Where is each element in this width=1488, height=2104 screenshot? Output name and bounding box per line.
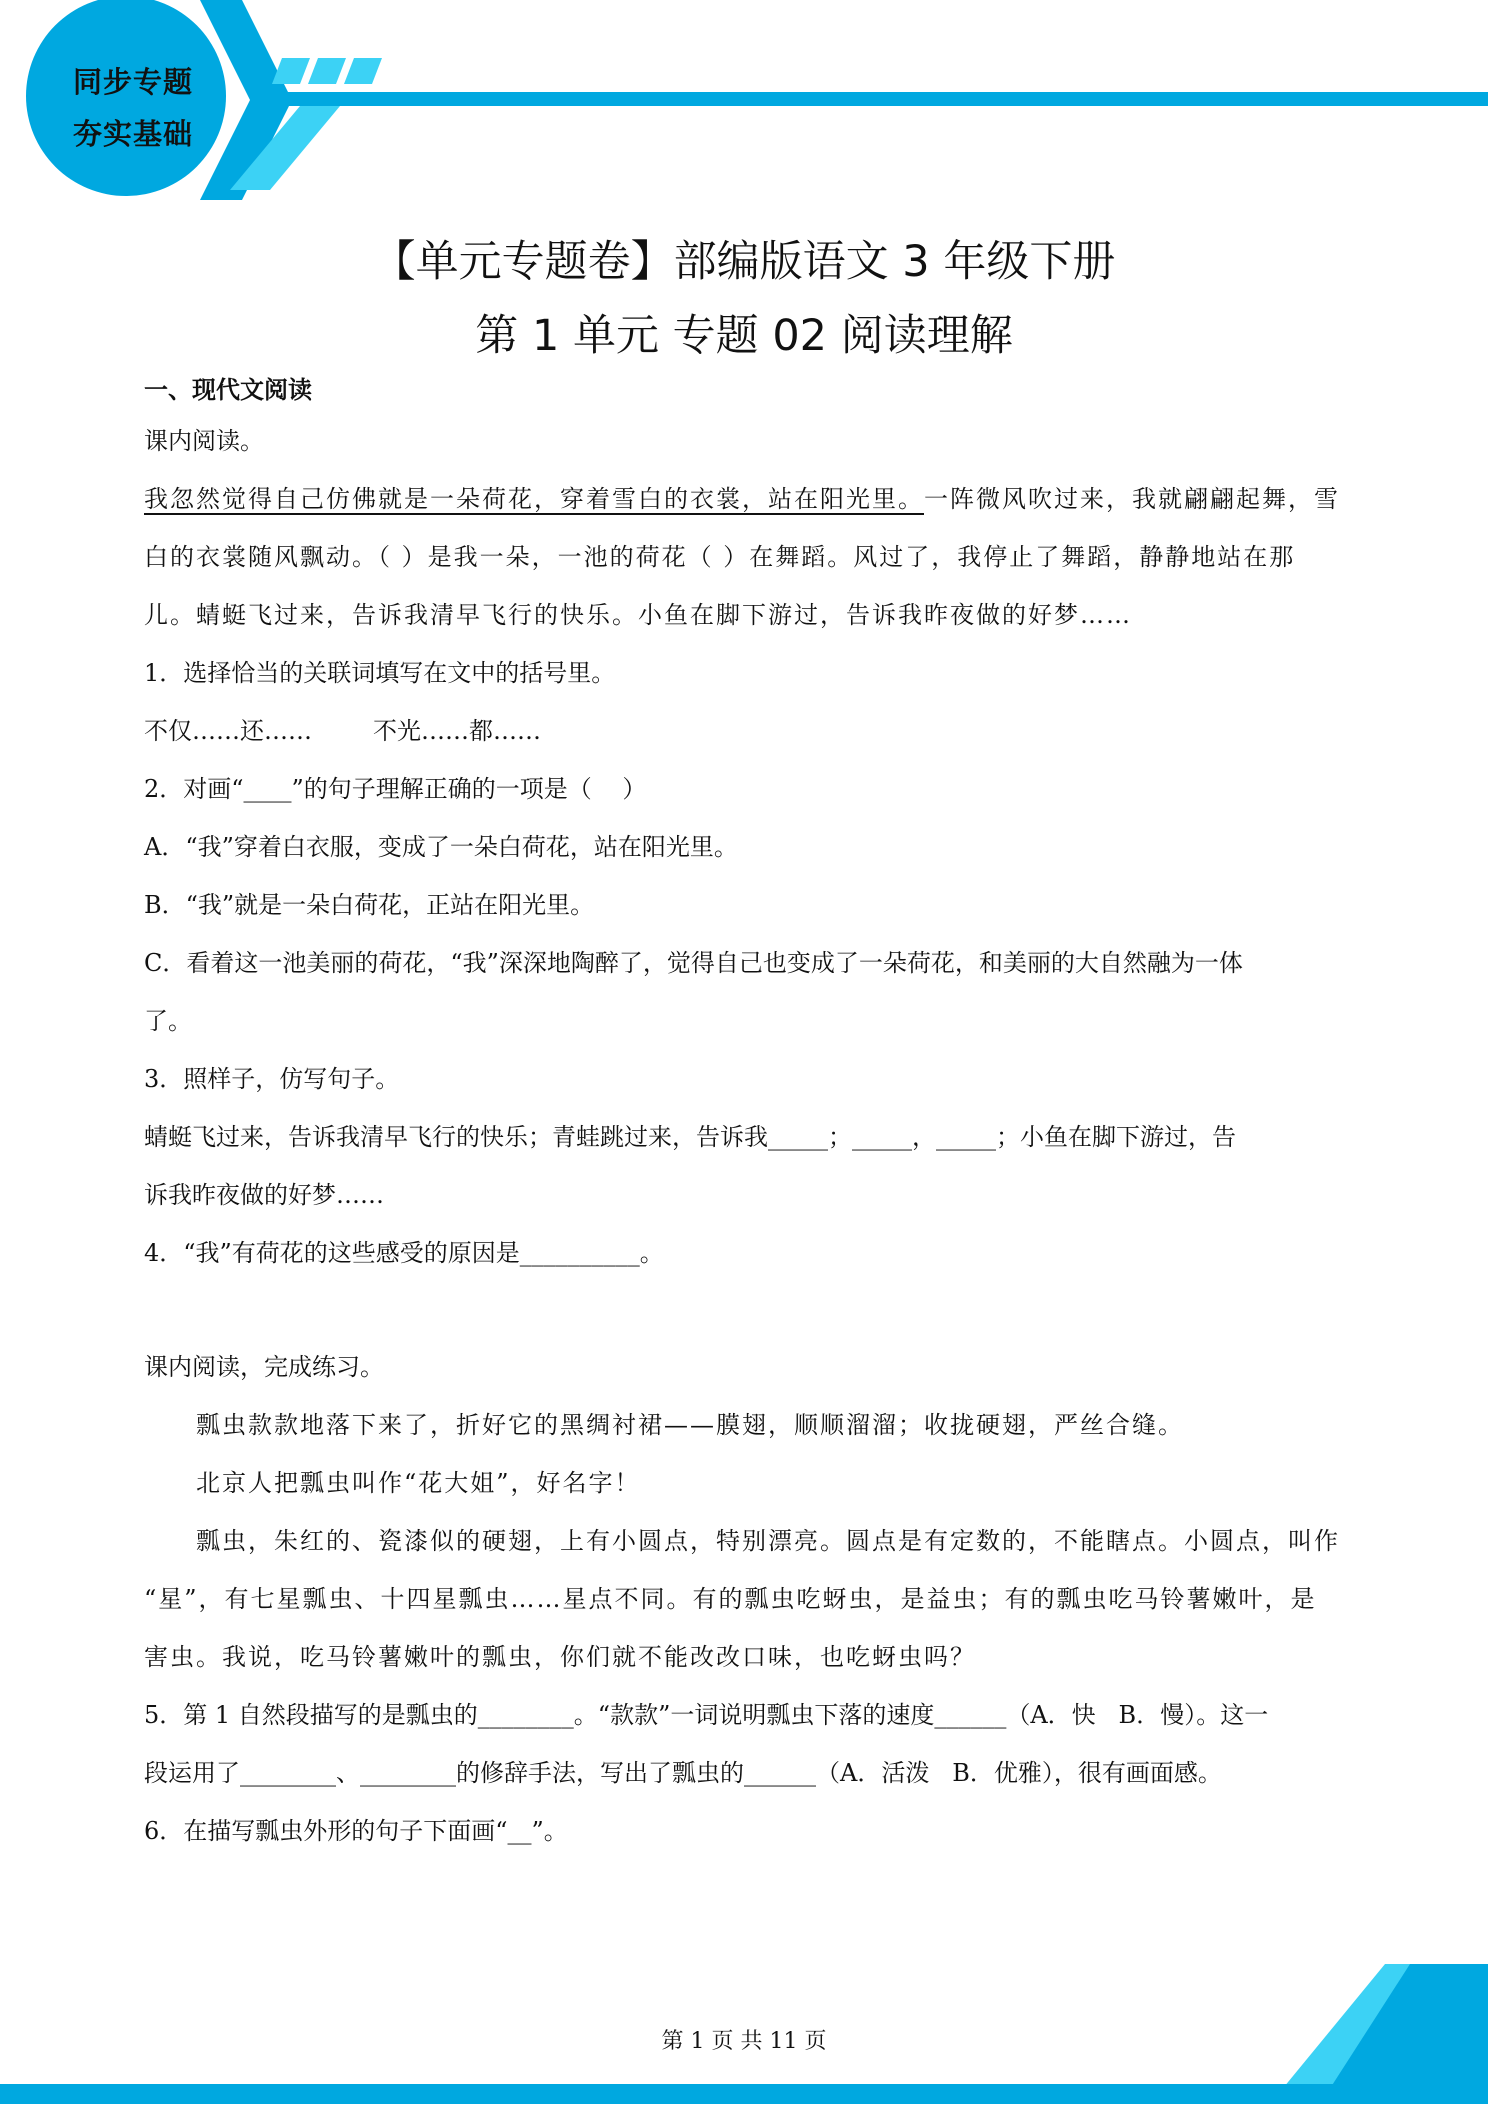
passage-line-1-rest: 一阵微风吹过来，我就翩翩起舞，雪 bbox=[924, 485, 1340, 513]
section-heading: 一、现代文阅读 bbox=[144, 376, 312, 404]
question-5: 5．第 1 自然段描写的是瓢虫的________。“款款”一词说明瓢虫下落的速度______（A．快 B．慢）。这一 bbox=[144, 1701, 1269, 1729]
passage2-paragraph-1: 瓢虫款款地落下来了，折好它的黑绸衬裙——膜翅，顺顺溜溜；收拢硬翅，严丝合缝。 bbox=[196, 1411, 1184, 1439]
reading-intro-2: 课内阅读，完成练习。 bbox=[144, 1353, 384, 1381]
passage-line-1 bbox=[144, 470, 1344, 528]
page-number: 第 1 页 共 11 页 bbox=[661, 2029, 827, 2054]
worksheet-content bbox=[144, 368, 1344, 1860]
passage2-paragraph-3-cont-2: 害虫。我说，吃马铃薯嫩叶的瓢虫，你们就不能改改口味，也吃蚜虫吗？ bbox=[144, 1643, 976, 1671]
question-3: 3．照样子，仿写句子。 bbox=[144, 1065, 400, 1093]
question-3-line-2: 诉我昨夜做的好梦…… bbox=[144, 1181, 384, 1209]
question-5-cont: 段运用了________、________的修辞手法，写出了瓢虫的______（A．活泼 B．优雅），很有画面感。 bbox=[144, 1759, 1222, 1787]
badge-line-1: 同步专题 bbox=[72, 65, 193, 99]
question-4: 4．“我”有荷花的这些感受的原因是__________。 bbox=[144, 1239, 664, 1267]
reading-intro: 课内阅读。 bbox=[144, 427, 264, 455]
question-2-option-c: C．看着这一池美丽的荷花，“我”深深地陶醉了，觉得自己也变成了一朵荷花，和美丽的大自然融为一体 bbox=[144, 949, 1243, 977]
passage-line-3: 儿。蜻蜓飞过来，告诉我清早飞行的快乐。小鱼在脚下游过，告诉我昨夜做的好梦…… bbox=[144, 601, 1132, 629]
question-2: 2．对画“____”的句子理解正确的一项是（ ） bbox=[144, 775, 647, 803]
passage2-paragraph-3: 瓢虫，朱红的、瓷漆似的硬翅，上有小圆点，特别漂亮。圆点是有定数的，不能瞎点。小圆点，叫作 bbox=[196, 1527, 1340, 1555]
question-2-option-c-cont: 了。 bbox=[144, 1007, 192, 1035]
section-gap bbox=[144, 1282, 1344, 1338]
passage2-paragraph-3-cont-1: “星”，有七星瓢虫、十四星瓢虫……星点不同。有的瓢虫吃蚜虫，是益虫；有的瓢虫吃马铃薯嫩叶，是 bbox=[144, 1585, 1317, 1613]
badge-line-2: 夯实基础 bbox=[72, 117, 193, 151]
question-1: 1．选择恰当的关联词填写在文中的括号里。 bbox=[144, 659, 616, 687]
question-6: 6．在描写瓢虫外形的句子下面画“__”。 bbox=[144, 1817, 568, 1845]
brand-badge bbox=[38, 28, 228, 188]
question-1-options: 不仅……还…… 不光……都…… bbox=[144, 717, 542, 745]
question-2-option-a: A．“我”穿着白衣服，变成了一朵白荷花，站在阳光里。 bbox=[144, 833, 738, 861]
page-title: 【单元专题卷】部编版语文 3 年级下册 bbox=[372, 237, 1116, 287]
passage2-paragraph-2: 北京人把瓢虫叫作“花大姐”，好名字！ bbox=[196, 1469, 641, 1497]
question-3-line-1: 蜻蜓飞过来，告诉我清早飞行的快乐；青蛙跳过来，告诉我_____；_____，_____；小鱼在脚下游过，告 bbox=[144, 1123, 1236, 1151]
question-2-option-b: B．“我”就是一朵白荷花，正站在阳光里。 bbox=[144, 891, 595, 919]
page-subtitle: 第 1 单元 专题 02 阅读理解 bbox=[475, 311, 1013, 361]
underlined-sentence: 我忽然觉得自己仿佛就是一朵荷花，穿着雪白的衣裳，站在阳光里。 bbox=[144, 485, 924, 513]
passage-line-2: 白的衣裳随风飘动。（ ）是我一朵，一池的荷花（ ）在舞蹈。风过了，我停止了舞蹈，静静地站在那 bbox=[144, 543, 1296, 571]
